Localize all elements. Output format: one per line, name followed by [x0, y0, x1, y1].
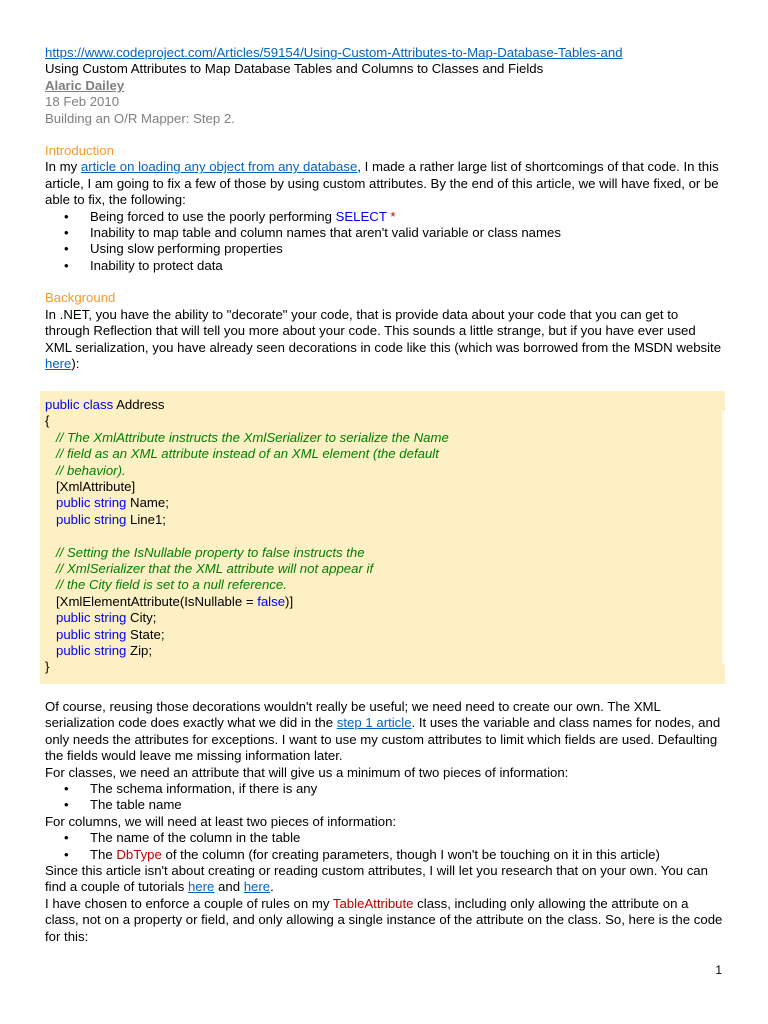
page-number: 1: [715, 963, 722, 977]
list-item: • The schema information, if there is any: [90, 781, 725, 797]
background-heading: Background: [45, 290, 116, 306]
class-info-list: [45, 781, 725, 814]
body-paragraph: Since this article isn't about creating or reading custom attributes, I will let you research that on your own. You can find a couple of tutorials here and here.: [45, 863, 708, 895]
list-item: • The table name: [90, 797, 725, 813]
list-item: • The DbType of the column (for creating parameters, though I won't be touching on it in this article): [90, 847, 725, 863]
code-line: public string Name;: [45, 495, 169, 511]
article-date: 18 Feb 2010: [45, 94, 120, 110]
list-item: • Inability to map table and column names that aren't valid variable or class names: [90, 225, 725, 241]
code-line: public string Zip;: [45, 643, 153, 659]
code-line: [XmlElementAttribute(IsNullable = false)]: [45, 593, 294, 609]
document-page: [45, 45, 725, 372]
code-block: [40, 391, 725, 684]
body-paragraph: For columns, we will need at least two pieces of information:: [45, 813, 397, 829]
tutorial-here-link-2[interactable]: here: [243, 879, 271, 895]
background-paragraph: In .NET, you have the ability to "decorate" your code, that is provide data about your code that you can get to through Reflection that will tell you more about your code. This sounds a little strange, but if you have ever used XML serialization, you have already seen decorations in code like this (which was borrowed from the MSDN website here):: [45, 306, 722, 371]
msdn-here-link[interactable]: here: [45, 355, 72, 371]
body-paragraph: Of course, reusing those decorations wouldn't really be useful; we need need to create our own. The XML serialization code does exactly what we did in the step 1 article. It uses the variable and class names for nodes, and only needs the attributes for exceptions. I want to use my custom attributes to limit which fields are used. Defaulting the fields would leave me missing information later.: [45, 699, 721, 764]
code-line: [XmlAttribute]: [45, 479, 136, 495]
code-line: {: [45, 413, 50, 429]
code-blank-line: [45, 528, 725, 544]
spacer: [45, 127, 725, 143]
spacer: [45, 274, 725, 290]
code-comment: // behavior).: [45, 462, 126, 478]
author-link[interactable]: Alaric Dailey: [45, 77, 125, 93]
code-line: public class Address: [45, 397, 165, 412]
series-label: Building an O/R Mapper: Step 2.: [45, 110, 235, 126]
code-line: public string State;: [45, 626, 165, 642]
body-paragraph: I have chosen to enforce a couple of rules on my TableAttribute class, including only allowing the attribute on a class, not on a property or field, and only allowing a single instance of the attribute on the class. So, here is the code for this:: [45, 895, 723, 944]
code-line: public string Line1;: [45, 511, 166, 527]
introduction-heading: Introduction: [45, 143, 114, 159]
article-title: Using Custom Attributes to Map Database Tables and Columns to Classes and Fields: [45, 61, 544, 77]
code-comment: // The XmlAttribute instructs the XmlSerializer to serialize the Name: [45, 429, 449, 445]
list-item: • Inability to protect data: [90, 258, 725, 274]
list-item: • The name of the column in the table: [90, 830, 725, 846]
code-block-edge: [722, 411, 725, 664]
list-item: • Being forced to use the poorly performing SELECT *: [90, 209, 725, 225]
previous-article-link[interactable]: article on loading any object from any database: [80, 159, 358, 175]
code-comment: // field as an XML attribute instead of an XML element (the default: [45, 446, 439, 462]
list-item: • Using slow performing properties: [90, 241, 725, 257]
document-page-continued: [45, 699, 725, 945]
intro-paragraph: In my article on loading any object from any database, I made a rather large list of shortcomings of that code. In this article, I am going to fix a few of those by using custom attributes. By the end of this article, we will have fixed, or be able to fix, the following:: [45, 159, 719, 208]
code-comment: // XmlSerializer that the XML attribute will not appear if: [45, 561, 374, 577]
column-info-list: [45, 830, 725, 863]
code-comment: // Setting the IsNullable property to false instructs the: [45, 544, 365, 560]
code-line: public string City;: [45, 610, 157, 626]
source-url-link[interactable]: https://www.codeproject.com/Articles/59154/Using-Custom-Attributes-to-Map-Database-Tables-and: [45, 45, 623, 60]
body-paragraph: For classes, we need an attribute that will give us a minimum of two pieces of information:: [45, 764, 569, 780]
step1-article-link[interactable]: step 1 article: [336, 715, 412, 731]
code-comment: // the City field is set to a null reference.: [45, 577, 287, 593]
tutorial-here-link-1[interactable]: here: [187, 879, 215, 895]
code-line: }: [45, 659, 50, 675]
shortcomings-list: [45, 209, 725, 275]
